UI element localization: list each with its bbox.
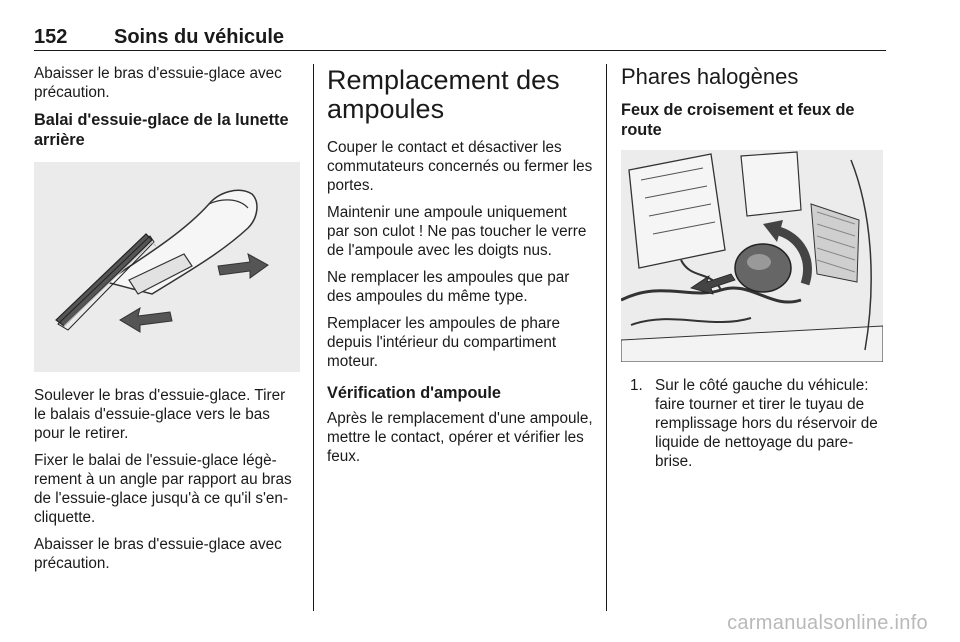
paragraph: Maintenir une ampoule uniquement par son culot ! Ne pas toucher le verre de l'ampoule avec les doigts nus.: [327, 204, 587, 259]
section-heading-halogen: Phares halogènes: [621, 64, 799, 89]
paragraph: Soulever le bras d'essuie-glace. Tirer le balais d'essuie-glace vers le bas pour le retirer.: [34, 387, 286, 442]
paragraph: Ne remplacer les ampoules que par des ampoules du même type.: [327, 269, 570, 305]
step-number: 1.: [630, 377, 643, 394]
paragraph: Abaisser le bras d'essuie-glace avec précaution.: [34, 65, 282, 101]
column-divider-1: [313, 64, 314, 611]
section-heading-bulb-replacement: Remplacement des ampoules: [327, 65, 560, 124]
column-divider-2: [606, 64, 607, 611]
instruction-list: [621, 376, 887, 471]
engine-compartment-illustration: [621, 150, 883, 362]
paragraph: Couper le contact et désactiver les commutateurs concernés ou fermer les portes.: [327, 139, 593, 194]
paragraph: Fixer le balai de l'essuie-glace légèrement à un angle par rapport au bras de l'essuie-glace jusqu'à ce qu'il s'encliquette.: [34, 452, 292, 526]
watermark: carmanualsonline.info: [727, 612, 928, 634]
step-text: Sur le côté gauche du véhicule: faire tourner et tirer le tuyau de remplissage hors du réservoir de liquide de nettoyage du pare-brise.: [655, 377, 878, 470]
subheading-low-high-beam: Feux de croisement et feux de route: [621, 101, 855, 139]
page-number: 152: [34, 26, 68, 48]
column-right: [621, 64, 887, 471]
subheading-rear-wiper: Balai d'essuie-glace de la lunette arrière: [34, 111, 289, 149]
page-header: [34, 26, 886, 52]
header-rule: [34, 50, 886, 51]
column-left: [34, 64, 300, 581]
section-title: Soins du véhicule: [114, 26, 285, 48]
column-middle: [327, 64, 593, 474]
paragraph: Après le remplacement d'une ampoule, mettre le contact, opérer et vérifier les feux.: [327, 410, 593, 465]
subheading-bulb-check: Vérification d'ampoule: [327, 384, 501, 402]
list-item: [630, 376, 887, 471]
paragraph: Abaisser le bras d'essuie-glace avec précaution.: [34, 536, 282, 572]
rear-wiper-blade-illustration: [34, 162, 300, 372]
paragraph: Remplacer les ampoules de phare depuis l'intérieur du compartiment moteur.: [327, 315, 560, 370]
